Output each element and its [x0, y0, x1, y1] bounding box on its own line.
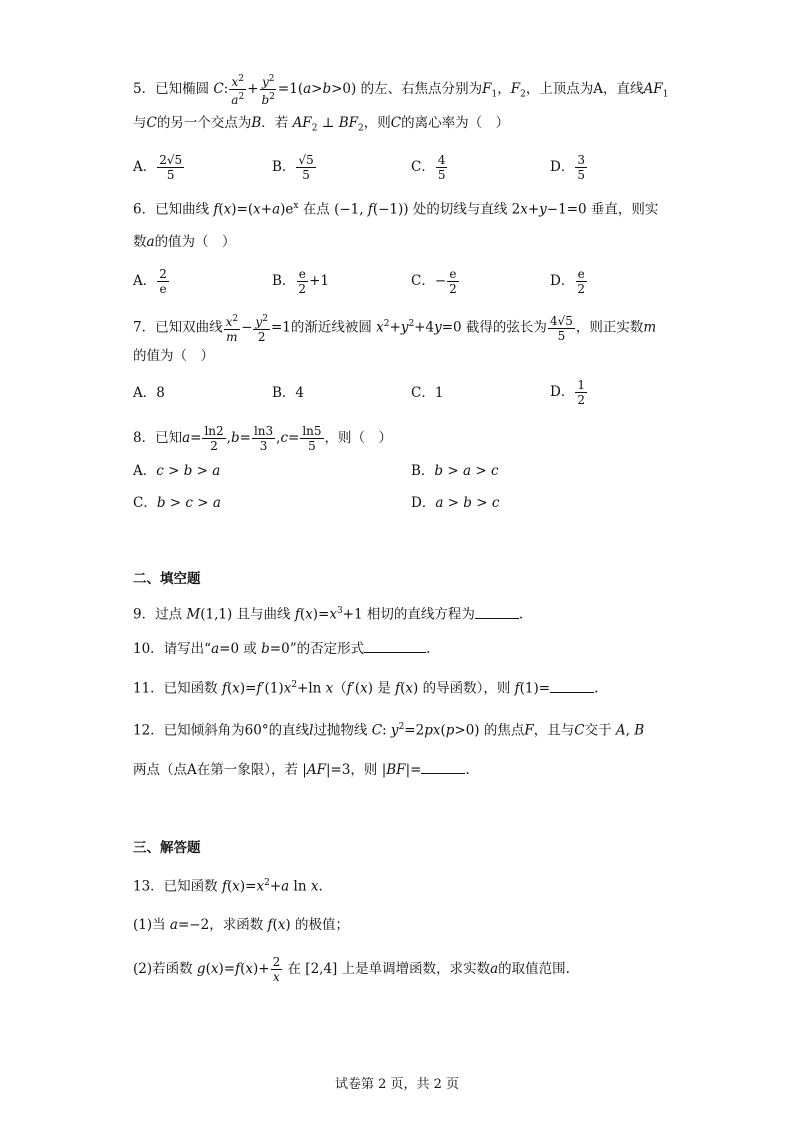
- q12-line1: 12．已知倾斜角为60°的直线l过抛物线 C: $y^2=2px(p>0)$ 的焦点F，且与C交于 A, B: [133, 722, 645, 739]
- q5-option-d: D． $\frac{3}{5}$: [550, 153, 585, 182]
- page-footer: 试卷第 2 页，共 2 页: [334, 1077, 460, 1092]
- q6-option-d: D． $\frac{e}{2}$: [550, 267, 585, 296]
- q7-option-d: D． $\frac{1}{2}$: [550, 378, 585, 407]
- q10: 10．请写出“a=0 或 b=0”的否定形式 .: [133, 638, 430, 659]
- q7-line1: 7．已知双曲线 $\frac{x^2}{m}$ − $\frac{y^2}{2}$ =1的渐近线被圆 $x^2+y^2+4y=0$ 截得的弦长为 $\frac{4√5}{5}$ ，则正实数m: [133, 313, 657, 344]
- q7-line2: 的值为（ ）: [133, 348, 214, 364]
- q6-line1: 6．已知曲线 $f(x)=(x+a)e^x$ 在点 (−1, f(−1)) 处的切线与直线 2x+y−1=0 垂直，则实: [133, 201, 659, 218]
- q6-line2: 数a的值为（ ）: [133, 234, 236, 250]
- q12-line2: 两点（点A在第一象限），若 |AF|=3，则 |BF|= .: [133, 759, 470, 780]
- q13-line1: 13．已知函数 $f(x)=x^2+a$ ln x.: [133, 878, 323, 895]
- q6-option-b: B． $\frac{e}{2}$ +1: [272, 267, 329, 296]
- q5-intro: 5．已知椭圆: [133, 81, 210, 97]
- q5-line1: [133, 72, 668, 107]
- q7-option-c: C．1: [411, 385, 444, 401]
- q5-line2: 与C的另一个交点为B．若 $AF_2$ ⊥ $BF_2$，则C的离心率为（ ）: [133, 115, 510, 134]
- q8-option-b: B．b > a > c: [411, 463, 499, 479]
- q8-option-c: C．b > c > a: [133, 495, 221, 511]
- q8-option-a: A．c > b > a: [133, 463, 221, 479]
- section-fill-in-title: 二、填空题: [133, 571, 201, 587]
- q8-option-d: D．a > b > c: [411, 495, 500, 511]
- q5-option-b: B． $\frac{√5}{5}$: [272, 153, 314, 182]
- q8-line1: 8．已知a= $\frac{\ln 2}{2}$ ,b= $\frac{\ln 3}{3}$ ,c= $\frac{\ln 5}{5}$ ，则（ ）: [133, 424, 393, 453]
- q5-line1-rest: 的左、右焦点分别为$F_1$，$F_2$，上顶点为A，直线$AF_1$: [360, 81, 669, 100]
- q7-option-a: A．8: [133, 385, 165, 401]
- q6-option-c: C．− $\frac{e}{2}$: [411, 267, 457, 296]
- q13-part1: (1)当 a=−2，求函数 f(x) 的极值；: [133, 917, 349, 933]
- q9: 9．过点 M(1,1) 且与曲线 $f(x)=x^3+1$ 相切的直线方程为 .: [133, 601, 523, 625]
- q5-option-a: A． $\frac{2√5}{5}$: [133, 153, 183, 182]
- q6-option-a: A． $\frac{2}{e}$: [133, 267, 167, 296]
- section-answer-title: 三、解答题: [133, 840, 201, 856]
- q5-ellipse-equation: C: $\frac{x^2}{a^2}$ + $\frac{y^2}{b^2}$ =1(a>b>0): [213, 74, 357, 107]
- q7-option-b: B．4: [272, 385, 305, 401]
- q11: 11．已知函数 $f(x)=f'(1)x^2+\ln$ x（f′(x) 是 f(x) 的导函数），则 f(1)= .: [133, 675, 598, 699]
- q13-part2: (2)若函数 g(x)=f(x)+ $\frac{2}{x}$ 在 [2,4] 上是单调增函数，求实数a的取值范围.: [133, 955, 570, 984]
- q5-option-c: C． $\frac{4}{5}$: [411, 153, 446, 182]
